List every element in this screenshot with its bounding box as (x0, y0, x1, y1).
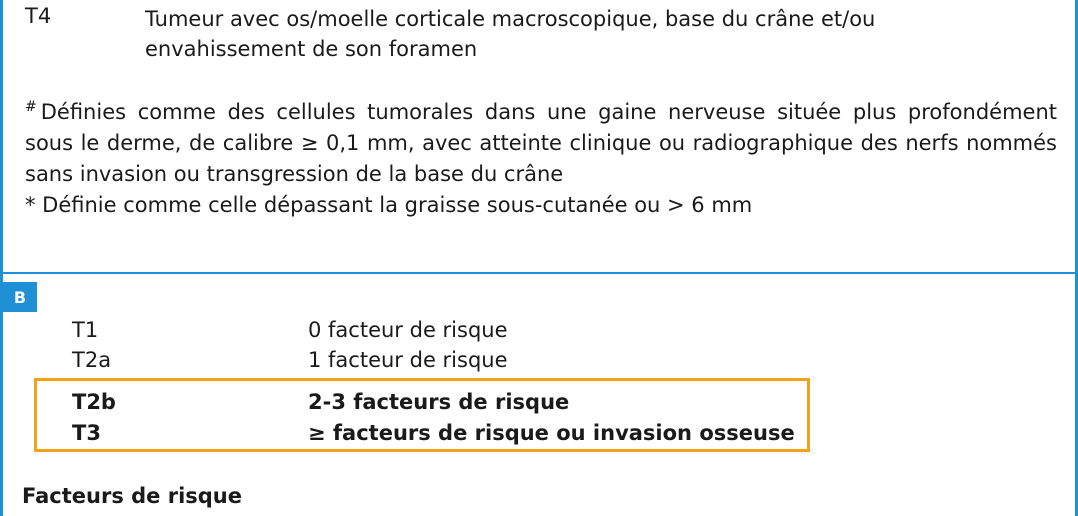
risk-factors-heading: Facteurs de risque (22, 484, 242, 508)
row-description: 0 facteur de risque (308, 318, 508, 342)
row-code: T1 (72, 318, 99, 342)
section-b-badge: B (3, 282, 37, 312)
t4-code: T4 (25, 4, 52, 28)
footnote-hash-text: Définies comme des cellules tumorales dans une gaine nerveuse située plus profondément sous le derme, de calibre ≥ 0,1 mm, avec atteinte clinique ou radiographique des nerfs nommés sans invasion ou transgression de la base du crâne (25, 100, 1057, 186)
footnote-asterisk: * Définie comme celle dépassant la graisse sous-cutanée ou > 6 mm (25, 193, 753, 217)
footnote-hash (25, 92, 1057, 190)
row-code: T2b (72, 390, 116, 414)
row-code: T2a (72, 348, 112, 372)
row-description: 2-3 facteurs de risque (308, 390, 570, 414)
footnote-hash-marker: # (25, 99, 37, 115)
row-description: 1 facteur de risque (308, 348, 508, 372)
t4-description: Tumeur avec os/moelle corticale macroscopique, base du crâne et/ou envahissement de son foramen (145, 7, 876, 61)
section-a (3, 0, 1075, 274)
footnotes (25, 92, 1057, 221)
row-description: ≥ facteurs de risque ou invasion osseuse (308, 421, 795, 445)
row-code: T3 (72, 421, 101, 445)
